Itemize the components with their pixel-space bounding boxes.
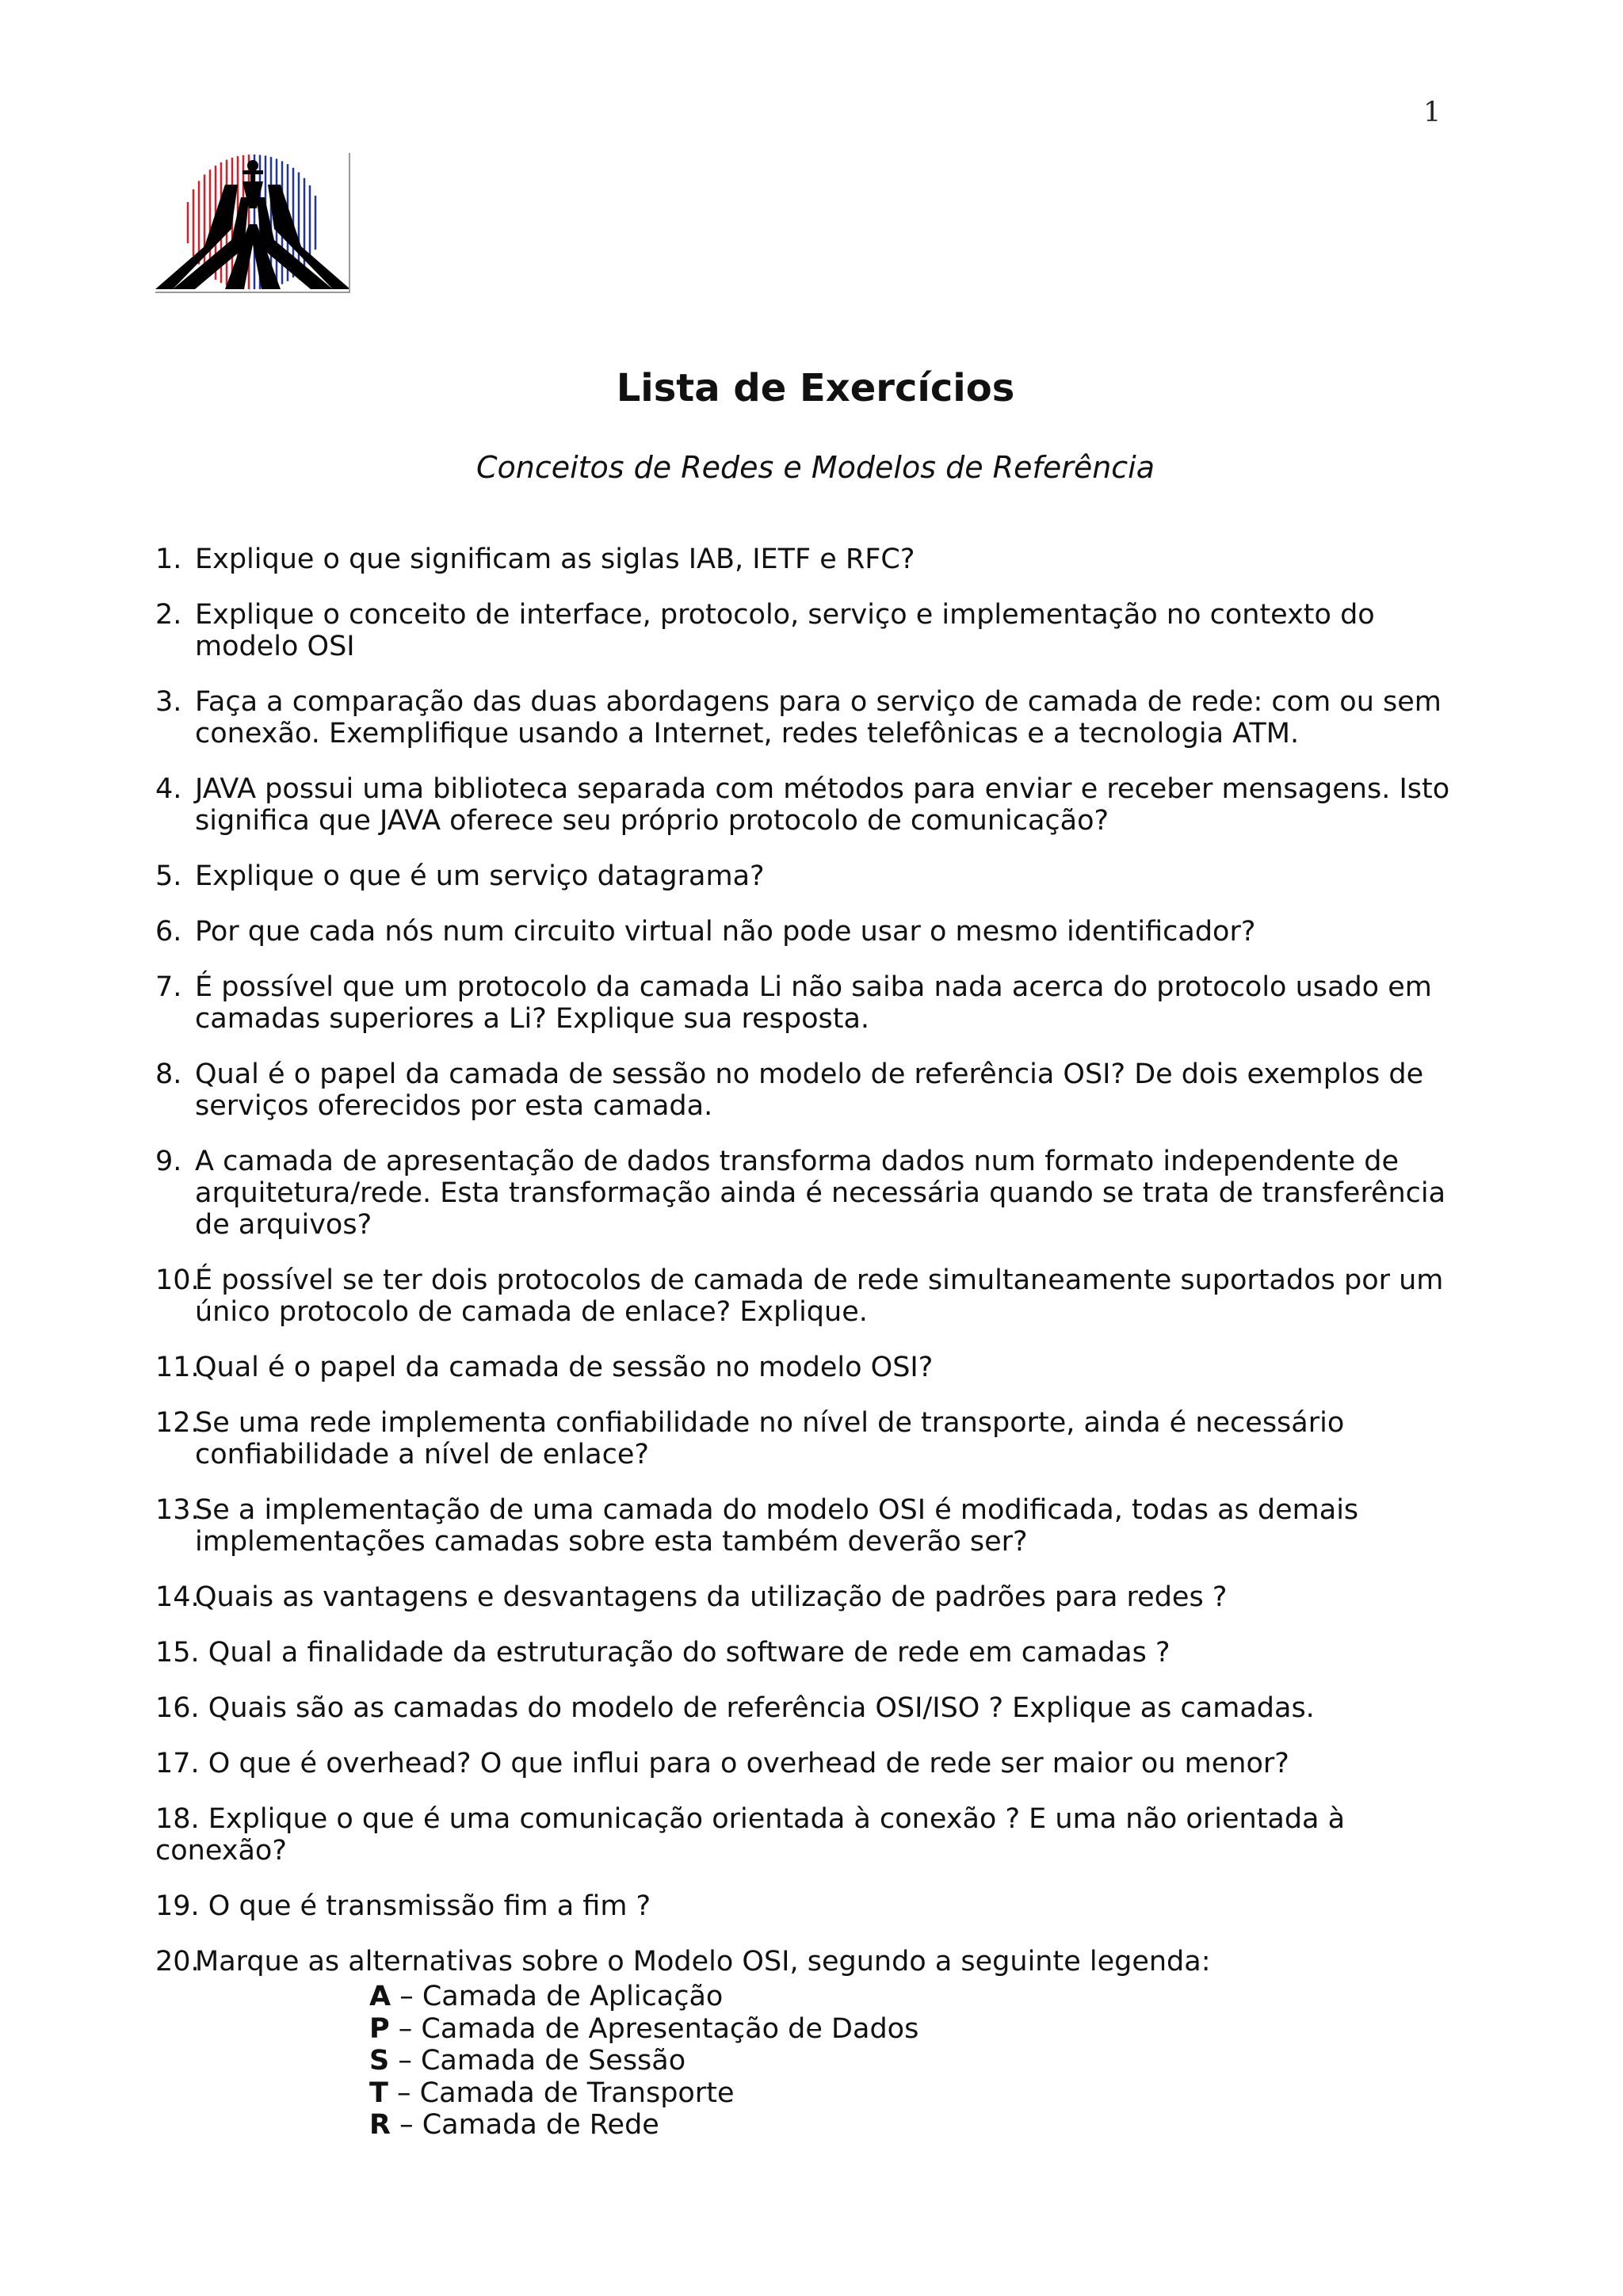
legend-label: – Camada de Rede (390, 2109, 659, 2141)
question-text: Qual a finalidade da estruturação do software de rede em camadas ? (199, 1637, 1170, 1669)
question-number: 20. (155, 1946, 200, 1978)
question-text: Qual é o papel da camada de sessão no modelo de referência OSI? De dois exemplos de serviços oferecidos por esta camada. (195, 1058, 1424, 1122)
question-item (155, 686, 1471, 749)
page-subtitle: Conceitos de Redes e Modelos de Referência (475, 450, 1155, 485)
question-text: Explique o que é um serviço datagrama? (195, 860, 765, 892)
question-item (155, 1890, 1471, 1922)
question-item (155, 1637, 1471, 1669)
legend-key: R (369, 2109, 391, 2141)
question-item (155, 1058, 1471, 1122)
institution-logo (155, 153, 350, 294)
question-item (155, 916, 1471, 948)
question-item (155, 1692, 1471, 1724)
question-number: 16. (155, 1692, 200, 1724)
question-item (155, 1946, 1471, 1978)
question-list (155, 543, 1471, 2001)
question-number: 13. (155, 1494, 200, 1526)
question-item (155, 1803, 1471, 1867)
question-text: A camada de apresentação de dados transforma dados num formato independente de arquitetura/rede. Esta transformação ainda é necessária quando se trata de transferência de arquivos? (195, 1146, 1446, 1241)
question-number: 2. (155, 599, 182, 631)
question-item (155, 1146, 1471, 1241)
question-text: É possível que um protocolo da camada Li não saiba nada acerca do protocolo usado em camadas superiores a Li? Explique sua resposta. (195, 971, 1432, 1035)
legend-key: A (369, 1981, 391, 2012)
question-number: 15. (155, 1637, 200, 1669)
question-text: Faça a comparação das duas abordagens para o serviço de camada de rede: com ou sem conexão. Exemplifique usando a Internet, redes telefônicas e a tecnologia ATM. (195, 686, 1442, 749)
question-text: Se a implementação de uma camada do modelo OSI é modificada, todas as demais implementações camadas sobre esta também deverão ser? (195, 1494, 1359, 1558)
question-text: O que é overhead? O que influi para o overhead de rede ser maior ou menor? (199, 1748, 1289, 1779)
legend-label: – Camada de Transporte (388, 2077, 735, 2109)
legend-item (369, 2109, 918, 2142)
question-number: 9. (155, 1146, 182, 1177)
question-item (155, 543, 1471, 575)
question-number: 6. (155, 916, 182, 948)
question-text: Explique o que é uma comunicação orientada à conexão ? E uma não orientada à conexão? (155, 1803, 1346, 1867)
legend-list (369, 1981, 918, 2142)
question-text: Se uma rede implementa confiabilidade no nível de transporte, ainda é necessário confiabilidade a nível de enlace? (195, 1407, 1345, 1470)
question-number: 8. (155, 1058, 182, 1090)
question-item (155, 1264, 1471, 1328)
question-item (155, 1748, 1471, 1779)
legend-key: S (369, 2045, 390, 2077)
legend-label: – Camada de Aplicação (391, 1981, 724, 2012)
question-text: O que é transmissão fim a fim ? (199, 1890, 651, 1922)
question-text: Qual é o papel da camada de sessão no modelo OSI? (195, 1352, 934, 1383)
question-number: 3. (155, 686, 182, 718)
question-number: 4. (155, 773, 182, 805)
question-number: 10. (155, 1264, 200, 1296)
question-text: Quais as vantagens e desvantagens da utilização de padrões para redes ? (195, 1581, 1228, 1613)
question-number: 18. (155, 1803, 200, 1835)
question-text: JAVA possui uma biblioteca separada com métodos para enviar e receber mensagens. Isto significa que JAVA oferece seu próprio protocolo de comunicação? (195, 773, 1450, 837)
question-text: Explique o conceito de interface, protocolo, serviço e implementação no contexto do modelo OSI (195, 599, 1375, 662)
legend-item (369, 2077, 918, 2110)
question-text: Por que cada nós num circuito virtual não pode usar o mesmo identificador? (195, 916, 1256, 948)
question-text: É possível se ter dois protocolos de camada de rede simultaneamente suportados por um único protocolo de camada de enlace? Explique. (195, 1264, 1444, 1328)
question-number: 14. (155, 1581, 200, 1613)
question-number: 1. (155, 543, 182, 575)
question-item (155, 599, 1471, 662)
question-number: 12. (155, 1407, 200, 1439)
question-text: Explique o que significam as siglas IAB, IETF e RFC? (195, 543, 915, 575)
legend-item (369, 1981, 918, 2013)
question-number: 7. (155, 971, 182, 1003)
legend-label: – Camada de Sessão (389, 2045, 686, 2077)
legend-item (369, 2013, 918, 2046)
legend-label: – Camada de Apresentação de Dados (389, 2012, 919, 2045)
question-item (155, 1352, 1471, 1383)
page-title: Lista de Exercícios (616, 366, 1015, 410)
legend-item (369, 2045, 918, 2077)
question-item (155, 1581, 1471, 1613)
logo-figure (155, 160, 350, 289)
question-item (155, 1407, 1471, 1470)
question-number: 17. (155, 1748, 200, 1779)
question-number: 19. (155, 1890, 200, 1922)
question-number: 5. (155, 860, 182, 892)
question-item (155, 860, 1471, 892)
page-number: 1 (1423, 97, 1442, 128)
question-item (155, 1494, 1471, 1558)
question-text: Quais são as camadas do modelo de referência OSI/ISO ? Explique as camadas. (199, 1692, 1315, 1724)
question-item (155, 971, 1471, 1035)
question-number: 11. (155, 1352, 200, 1383)
question-item (155, 773, 1471, 837)
legend-key: P (369, 2012, 390, 2045)
question-text: Marque as alternativas sobre o Modelo OSI, segundo a seguinte legenda: (195, 1946, 1211, 1978)
legend-key: T (369, 2077, 388, 2109)
